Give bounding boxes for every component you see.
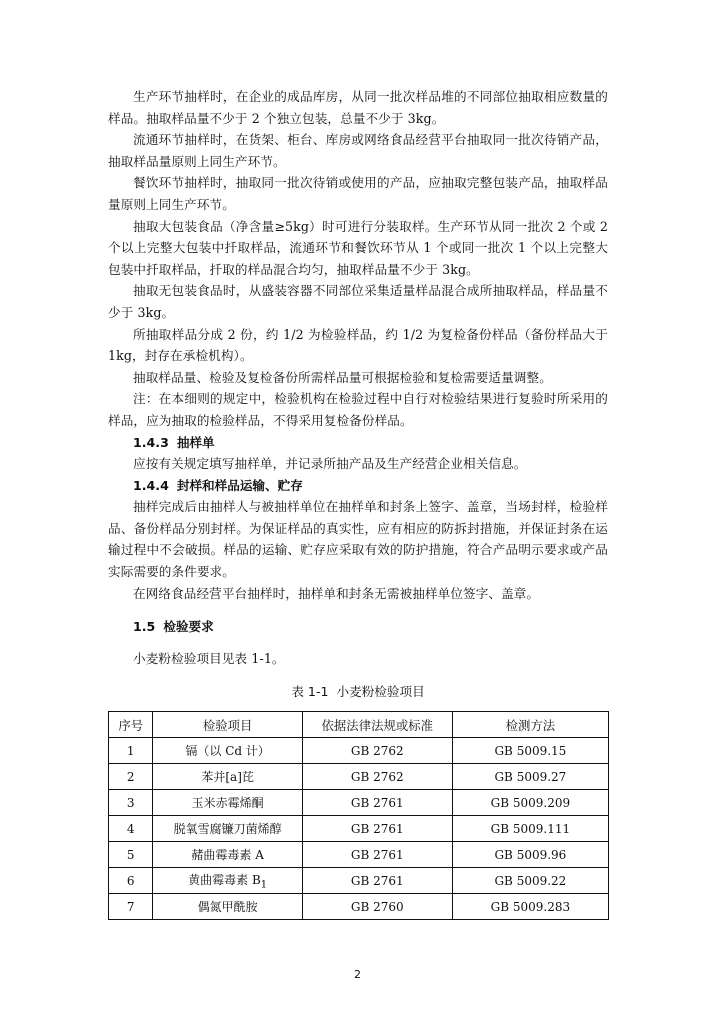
cell-method: GB 5009.209 <box>452 790 608 816</box>
cell-no: 7 <box>109 894 153 920</box>
table-row <box>109 738 609 764</box>
heading-1-4-3 <box>108 432 608 454</box>
cell-standard: GB 2762 <box>302 764 452 790</box>
paragraph-bulk-package-sampling: 抽取大包装食品（净含量≥5kg）时可进行分装取样。生产环节从同一批次 2 个或 2 个以上完整大包装中扦取样品，流通环节和餐饮环节从 1 个或同一批次 1 个以上完整大包装中扦取样品，扦取的样品混合均匀，抽取样品量不少于 3kg。 <box>108 218 608 277</box>
table-header-row <box>109 712 609 738</box>
table-row <box>109 868 609 894</box>
table-row <box>109 842 609 868</box>
cell-standard: GB 2760 <box>302 894 452 920</box>
page-number: 2 <box>354 968 361 981</box>
cell-method: GB 5009.27 <box>452 764 608 790</box>
paragraph-sealing: 抽样完成后由抽样人与被抽样单位在抽样单和封条上签字、盖章，当场封样，检验样品、备份样品分别封样。为保证样品的真实性，应有相应的防拆封措施，并保证封条在运输过程中不会破损。样品的运输、贮存应采取有效的防护措施，符合产品明示要求或产品实际需要的条件要求。 <box>108 499 608 580</box>
cell-item-subscript: 1 <box>260 879 268 891</box>
cell-standard: GB 2761 <box>302 816 452 842</box>
heading-title: 检验要求 <box>163 619 214 635</box>
heading-number: 1.5 <box>133 619 156 635</box>
cell-item-text: 黄曲霉毒素 B <box>188 873 261 888</box>
cell-item: 玉米赤霉烯酮 <box>153 790 302 816</box>
table-row <box>109 894 609 920</box>
cell-standard: GB 2762 <box>302 738 452 764</box>
cell-item: 赭曲霉毒素 A <box>153 842 302 868</box>
heading-title: 抽样单 <box>176 434 215 450</box>
cell-method: GB 5009.15 <box>452 738 608 764</box>
cell-no: 1 <box>109 738 153 764</box>
paragraph-catering-sampling: 餐饮环节抽样时，抽取同一批次待销或使用的产品，应抽取完整包装产品，抽取样品量原则上同生产环节。 <box>108 175 608 212</box>
header-method: 检测方法 <box>452 712 608 738</box>
heading-1-4-4 <box>108 475 608 497</box>
table-caption-number: 表 1-1 <box>291 684 329 700</box>
cell-method: GB 5009.111 <box>452 816 608 842</box>
paragraph-unpackaged-sampling: 抽取无包装食品时，从盛装容器不同部位采集适量样品混合成所抽取样品，样品量不少于 3kg。 <box>108 283 608 320</box>
cell-method: GB 5009.96 <box>452 842 608 868</box>
cell-no: 3 <box>109 790 153 816</box>
page-content <box>108 86 608 920</box>
paragraph-inspection-intro: 小麦粉检验项目见表 1-1。 <box>133 650 285 666</box>
header-no: 序号 <box>109 712 153 738</box>
inspection-items-table <box>108 711 609 920</box>
paragraph-distribution-sampling: 流通环节抽样时，在货架、柜台、库房或网络食品经营平台抽取同一批次待销产品，抽取样品量原则上同生产环节。 <box>108 132 608 169</box>
header-item: 检验项目 <box>153 712 302 738</box>
table-row <box>109 764 609 790</box>
cell-no: 5 <box>109 842 153 868</box>
heading-number: 1.4.4 <box>133 477 169 493</box>
sampling-section <box>108 86 608 432</box>
cell-no: 4 <box>109 816 153 842</box>
heading-1-5 <box>108 616 608 638</box>
cell-method: GB 5009.283 <box>452 894 608 920</box>
cell-item: 镉（以 Cd 计） <box>153 738 302 764</box>
cell-item <box>153 868 302 894</box>
heading-title: 封样和样品运输、贮存 <box>176 477 303 493</box>
cell-method: GB 5009.22 <box>452 868 608 894</box>
cell-no: 6 <box>109 868 153 894</box>
cell-item: 苯并[a]芘 <box>153 764 302 790</box>
cell-item: 偶氮甲酰胺 <box>153 894 302 920</box>
table-caption-title: 小麦粉检验项目 <box>336 684 425 700</box>
paragraph-note: 注：在本细则的规定中，检验机构在检验过程中自行对检验结果进行复验时所采用的样品，应为抽取的检验样品，不得采用复检备份样品。 <box>108 391 608 428</box>
cell-item: 脱氧雪腐镰刀菌烯醇 <box>153 816 302 842</box>
table-row <box>109 790 609 816</box>
paragraph-sampling-form: 应按有关规定填写抽样单，并记录所抽产品及生产经营企业相关信息。 <box>133 456 527 472</box>
cell-no: 2 <box>109 764 153 790</box>
paragraph-production-sampling: 生产环节抽样时，在企业的成品库房，从同一批次样品堆的不同部位抽取相应数量的样品。抽取样品量不少于 2 个独立包装，总量不少于 3kg。 <box>108 89 608 126</box>
heading-number: 1.4.3 <box>133 434 169 450</box>
header-standard: 依据法律法规或标准 <box>302 712 452 738</box>
paragraph-online-sealing: 在网络食品经营平台抽样时，抽样单和封条无需被抽样单位签字、盖章。 <box>133 585 540 601</box>
cell-standard: GB 2761 <box>302 842 452 868</box>
table-caption <box>108 683 608 701</box>
cell-standard: GB 2761 <box>302 790 452 816</box>
cell-standard: GB 2761 <box>302 868 452 894</box>
table-row <box>109 816 609 842</box>
paragraph-sample-adjustment: 抽取样品量、检验及复检备份所需样品量可根据检验和复检需要适量调整。 <box>133 369 552 385</box>
paragraph-sample-split: 所抽取样品分成 2 份，约 1/2 为检验样品，约 1/2 为复检备份样品（备份样品大于 1kg，封存在承检机构）。 <box>108 326 608 364</box>
